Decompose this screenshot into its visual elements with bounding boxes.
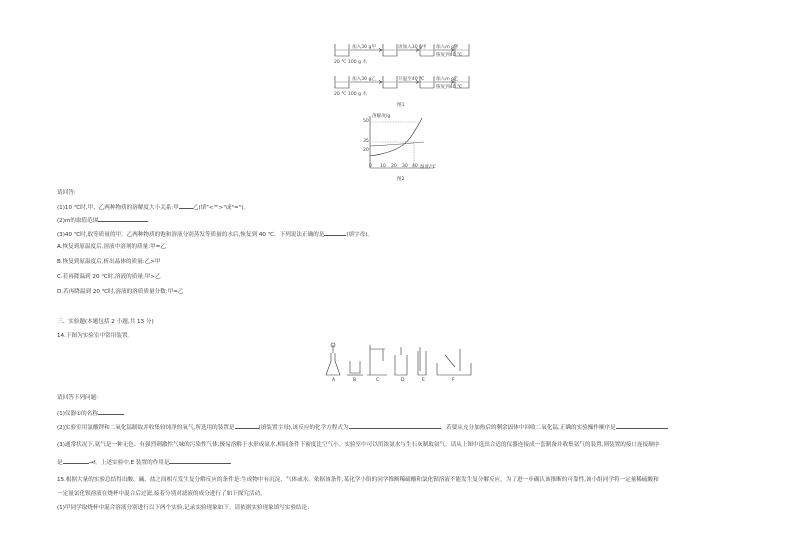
row1-temp-label: 20 ℃ 100 g 水 — [334, 60, 368, 65]
chart-xlabel: 温度/℃ — [420, 165, 436, 170]
flask-a — [326, 353, 340, 375]
row2-step2: 升温至40 ℃ — [398, 77, 425, 82]
q14-sub2 — [57, 423, 668, 432]
label-c: C — [376, 378, 380, 383]
row1-step3b: 恢复到40 ℃ — [436, 53, 463, 58]
q13-sub1-before: (1)10 ℃时,甲、乙两种物质的溶解度大小关系:甲 — [57, 205, 179, 211]
answer-blank[interactable] — [235, 423, 259, 429]
q13-sub3 — [57, 230, 373, 239]
row2-step3b: 恢复到40 ℃ — [436, 85, 463, 90]
q15-line1: 15.根据大量的实验总结得出酸、碱、盐之间相互发生复分解反应的条件是:生成物中有沉淀、气体或水。依据该条件,某化学小组的同学推断稀硫酸和氯化钡溶液不能发生复分解反应。为了进一步确认该推断的可靠性,该小组同学将一定量稀硫酸和 — [57, 477, 659, 483]
answer-blank[interactable] — [169, 458, 231, 464]
answer-blank[interactable] — [179, 203, 193, 209]
trough-f — [437, 349, 471, 375]
q14-sub1-text: (1)仪器①的名称 — [57, 411, 98, 417]
q14-ask: 请回答下列问题: — [57, 395, 99, 401]
row2-step3: 加入m g乙 — [436, 77, 459, 82]
stand-c — [367, 345, 387, 375]
curve-yi — [370, 142, 424, 146]
row2-step1: 加入30 g乙 — [352, 77, 377, 82]
label-e: E — [422, 378, 425, 383]
section3-heading: 三、实验题(本题包括 2 小题,共 13 分) — [57, 319, 154, 325]
q14-sub3: (3)通常状况下,氨气是一种无色、有强烈刺激性气味的污染性气体,极易溶解于水形成氨水,相同条件下密度比空气小。实验室中可以用浓氨水与生石灰制取氨气。请从上图中选出合适的仪器连接成一套制备并收集氨气的装置,则装置的接口连接顺序 — [57, 442, 660, 448]
q14-sub3-line2 — [57, 458, 231, 467]
xtick-0: 0 — [369, 164, 372, 169]
label-b: B — [353, 378, 357, 383]
answer-blank[interactable] — [98, 216, 148, 222]
chart-ylabel: 溶解度/g — [372, 114, 391, 119]
xtick-40: 40 — [412, 164, 418, 169]
row1-step1: 加入30 g甲 — [352, 45, 377, 50]
q13-sub2 — [57, 216, 148, 225]
xtick-30: 30 — [402, 164, 408, 169]
row2-temp-label: 20 ℃ 100 g 水 — [334, 92, 368, 97]
ytick-35: 35 — [363, 139, 369, 144]
q13-option-a: A.恢复到原温度后,溶液中溶剂的质量:甲=乙 — [57, 244, 166, 250]
label-d: D — [401, 378, 405, 383]
figure1-caption: 图1 — [397, 103, 405, 108]
q13-sub1-after: 乙(填"<"">"或"=")。 — [192, 205, 250, 211]
q13-sub3-before: (3)40 ℃时,取等质量的甲、乙两种物质的饱和溶液分别蒸发等质量的水后,恢复到 40 ℃。下列说法正确的是 — [57, 232, 325, 238]
q13-sub3-after: (填字母)。 — [346, 232, 374, 238]
bottle-d — [395, 347, 407, 375]
xtick-10: 10 — [380, 164, 386, 169]
q13-option-d: D.若再降温到 20 ℃时,溶液的溶质质量分数:甲=乙 — [57, 289, 184, 295]
label-a: A — [332, 378, 336, 383]
q14-sub2-c: 。若要从充分加热后的剩余固体中回收二氧化锰,正确的实验操作顺序是 — [440, 425, 616, 431]
row1-step2: 再加入30 g甲 — [398, 45, 427, 50]
q13-sub1 — [57, 203, 249, 212]
q14-intro: 14.下图为实验室中常用装置。 — [57, 333, 134, 339]
figure2-caption: 图2 — [397, 177, 405, 182]
q14-sub3-b: 是 — [57, 460, 63, 466]
q13-option-b: B.恢复到原温度后,析出晶体的质量:乙>甲 — [57, 259, 161, 265]
xtick-20: 20 — [391, 164, 397, 169]
q15-line3: (1)甲同学取烧杯中混合溶液分别进行以下两个实验,记录实验现象如下。请依据实验现象填写实验结论: — [57, 505, 310, 511]
q14-sub1 — [57, 409, 124, 418]
q14-sub2-b: (填装置字母),该反应的化学方程式为 — [258, 425, 349, 431]
q13-intro: 请回答: — [57, 190, 76, 196]
ytick-20: 20 — [363, 148, 369, 153]
q14-sub2-a: (2)实验室用氯酸钾和二氧化锰制取并收集较纯净的氧气,所选用的装置是 — [57, 425, 235, 431]
q13-option-c: C.若再降温到 20 ℃时,溶液的质量:甲>乙 — [57, 274, 161, 280]
tube-b — [350, 361, 360, 373]
answer-blank[interactable] — [63, 458, 89, 464]
row1-step3: 加入m g甲 — [436, 45, 459, 50]
q13-sub2-text: (2)m的取值范围 — [57, 218, 99, 224]
answer-blank[interactable] — [324, 230, 346, 236]
answer-blank[interactable] — [616, 423, 668, 429]
label-f: F — [452, 378, 455, 383]
cylinder-e — [418, 347, 426, 375]
q14-sub3-c: →f。上述实验中,E 装置的作用是 — [88, 460, 170, 466]
ytick-50: 50 — [363, 119, 369, 124]
q15-line2: 一定量氯化钡溶液在烧杯中混合后过滤,接着分别对滤液的成分进行了如下探究活动。 — [57, 491, 266, 497]
answer-blank[interactable] — [349, 423, 441, 429]
answer-blank[interactable] — [98, 409, 124, 415]
